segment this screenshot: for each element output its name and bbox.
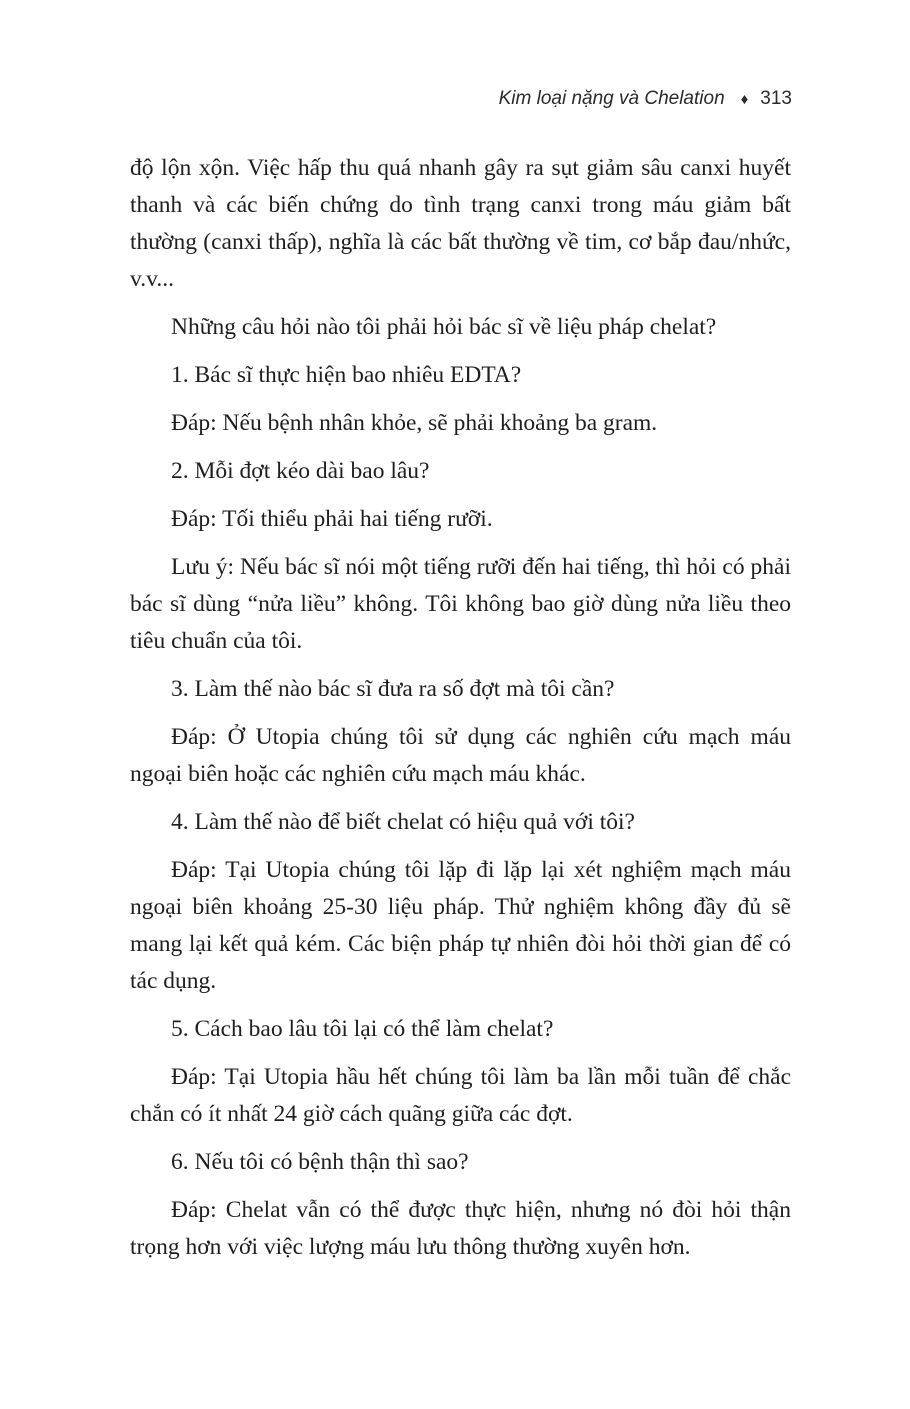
answer-paragraph: Đáp: Nếu bệnh nhân khỏe, sẽ phải khoảng ba gram. xyxy=(171,410,658,436)
running-header xyxy=(499,88,792,110)
page-number: 313 xyxy=(760,88,792,109)
paragraph: độ lộn xộn. Việc hấp thu quá nhanh gây ra sụt giảm sâu canxi huyết thanh và các biến chứng do tình trạng canxi trong máu giảm bất thường (canxi thấp), nghĩa là các bất thường về tim, cơ bắp đau/nhức, v.v... xyxy=(130,155,791,292)
answer-paragraph: Đáp: Chelat vẫn có thể được thực hiện, nhưng nó đòi hỏi thận trọng hơn với việc lượng máu lưu thông thường xuyên hơn. xyxy=(130,1197,791,1260)
question-item: 6. Nếu tôi có bệnh thận thì sao? xyxy=(171,1149,469,1175)
paragraph: Những câu hỏi nào tôi phải hỏi bác sĩ về liệu pháp chelat? xyxy=(171,314,717,340)
answer-paragraph: Đáp: Ở Utopia chúng tôi sử dụng các nghiên cứu mạch máu ngoại biên hoặc các nghiên cứu mạch máu khác. xyxy=(130,724,791,787)
chapter-title: Kim loại nặng và Chelation xyxy=(498,88,725,109)
question-item: 3. Làm thế nào bác sĩ đưa ra số đợt mà tôi cần? xyxy=(171,676,615,702)
question-item: 4. Làm thế nào để biết chelat có hiệu quả với tôi? xyxy=(171,809,635,835)
answer-paragraph: Đáp: Tối thiểu phải hai tiếng rưỡi. xyxy=(171,506,493,532)
question-item: 5. Cách bao lâu tôi lại có thể làm chelat? xyxy=(171,1016,554,1042)
note-paragraph: Lưu ý: Nếu bác sĩ nói một tiếng rưỡi đến hai tiếng, thì hỏi có phải bác sĩ dùng “nửa liều” không. Tôi không bao giờ dùng nửa liều theo tiêu chuẩn của tôi. xyxy=(130,554,791,654)
diamond-separator-icon: ♦ xyxy=(740,90,749,108)
answer-paragraph: Đáp: Tại Utopia hầu hết chúng tôi làm ba lần mỗi tuần để chắc chắn có ít nhất 24 giờ cách quãng giữa các đợt. xyxy=(130,1064,791,1127)
question-item: 1. Bác sĩ thực hiện bao nhiêu EDTA? xyxy=(171,362,522,388)
body-text xyxy=(130,150,791,1277)
question-item: 2. Mỗi đợt kéo dài bao lâu? xyxy=(171,458,430,484)
answer-paragraph: Đáp: Tại Utopia chúng tôi lặp đi lặp lại xét nghiệm mạch máu ngoại biên khoảng 25-30 liệu pháp. Thử nghiệm không đầy đủ sẽ mang lại kết quả kém. Các biện pháp tự nhiên đòi hỏi thời gian để có tác dụng. xyxy=(130,857,791,994)
